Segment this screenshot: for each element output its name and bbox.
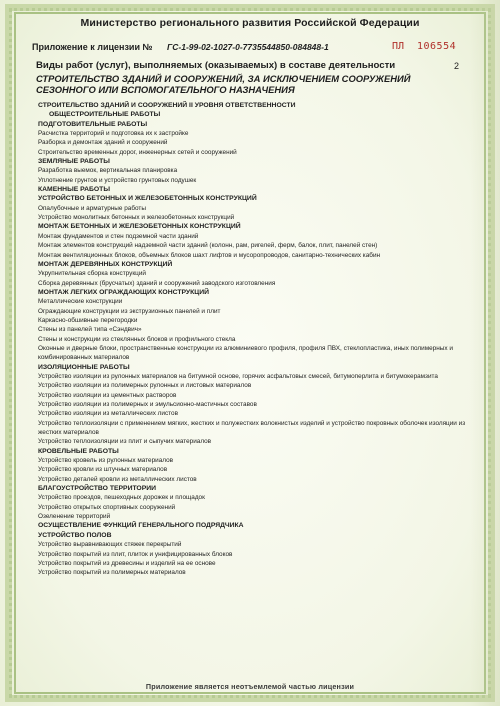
work-item: Устройство кровли из штучных материалов: [38, 466, 168, 474]
work-item: Устройство покрытий из плит, плиток и унифицированных блоков: [38, 550, 233, 558]
footer-note: Приложение является неотъемлемой частью лицензии: [145, 682, 355, 691]
section-heading: УСТРОЙСТВО БЕТОННЫХ И ЖЕЛЕЗОБЕТОННЫХ КОНСТРУКЦИЙ: [38, 195, 257, 203]
license-number: ГС-1-99-02-1027-0-7735544850-084848-1: [167, 42, 329, 52]
work-item: Устройство покрытий из древесины и изделий на ее основе: [38, 559, 216, 567]
work-item: Строительство временных дорог, инженерных сетей и сооружений: [38, 148, 237, 156]
section-heading: МОНТАЖ ЛЕГКИХ ОГРАЖДАЮЩИХ КОНСТРУКЦИЙ: [38, 288, 210, 296]
work-item: Устройство открытых спортивных сооружений: [38, 503, 176, 511]
works-heading: Виды работ (услуг), выполняемых (оказываемых) в составе деятельности: [36, 60, 396, 71]
work-item: Сборка деревянных (брусчатых) зданий и сооружений заводского изготовления: [38, 279, 276, 287]
work-item: Оконные и дверные блоки, пространственные конструкции из алюминиевого профиля, профиля ПВХ, стеклопластика, иных полимерных и комбинированных материалов: [38, 344, 453, 362]
work-item: Разборка и демонтаж зданий и сооружений: [38, 139, 168, 147]
section-heading: КАМЕННЫЕ РАБОТЫ: [38, 186, 110, 194]
section-heading: ОБЩЕСТРОИТЕЛЬНЫЕ РАБОТЫ: [49, 111, 161, 119]
work-item: Каркасно-обшивные перегородки: [38, 316, 138, 324]
work-item: Стены из панелей типа «Сэндвич»: [38, 326, 142, 334]
section-heading: УСТРОЙСТВО ПОЛОВ: [38, 531, 112, 539]
work-item: Устройство проездов, пешеходных дорожек и площадок: [38, 494, 205, 502]
work-item: Устройство изоляции из рулонных материалов на битумной основе, горячих асфальтовых смесей, битумоперлита и битумокерамзита: [38, 372, 438, 380]
blank-series: ПЛ: [392, 41, 405, 52]
section-heading: ОСУЩЕСТВЛЕНИЕ ФУНКЦИЙ ГЕНЕРАЛЬНОГО ПОДРЯДЧИКА: [38, 522, 244, 530]
work-item: Разработка выемок, вертикальная планировка: [38, 167, 178, 175]
appendix-line: [32, 42, 472, 56]
work-item: Устройство изоляции из полимерных рулонных и листовых материалов: [38, 382, 252, 390]
work-item: Монтаж фундаментов и стен подземной части зданий: [38, 232, 199, 240]
work-item: Устройство теплоизоляции из плит и сыпучих материалов: [38, 438, 212, 446]
blank-serial-number: 106554: [417, 41, 457, 52]
work-item: Монтаж вентиляционных блоков, объемных блоков шахт лифтов и мусоропроводов, санитарно-технических кабин: [38, 251, 381, 259]
work-item: Устройство изоляции из цементных растворов: [38, 391, 177, 399]
work-item: Устройство изоляции из металлических листов: [38, 410, 178, 418]
work-item: Укрупнительная сборка конструкций: [38, 270, 146, 278]
activity-title: СТРОИТЕЛЬСТВО ЗДАНИЙ И СООРУЖЕНИЙ, ЗА ИСКЛЮЧЕНИЕМ СООРУЖЕНИЙ СЕЗОННОГО ИЛИ ВСПОМОГАТЕЛЬНОГО НАЗНАЧЕНИЯ: [36, 73, 411, 95]
section-heading: ПОДГОТОВИТЕЛЬНЫЕ РАБОТЫ: [38, 120, 148, 128]
work-item: Монтаж элементов конструкций надземной части зданий (колонн, рам, ригелей, ферм, балок, плит, панелей стен): [38, 242, 378, 250]
section-heading: БЛАГОУСТРОЙСТВО ТЕРРИТОРИИ: [38, 485, 157, 493]
ministry-title: Министерство регионального развития Российской Федерации: [80, 17, 420, 29]
section-heading: ЗЕМЛЯНЫЕ РАБОТЫ: [38, 158, 110, 166]
work-item: Металлические конструкции: [38, 298, 123, 306]
page-number: 2: [454, 61, 460, 71]
work-item: Озеленение территорий: [38, 513, 111, 521]
work-item: Устройство покрытий из полимерных материалов: [38, 569, 186, 577]
section-heading: ИЗОЛЯЦИОННЫЕ РАБОТЫ: [38, 363, 130, 371]
work-item: Расчистка территорий и подготовка их к застройке: [38, 130, 189, 138]
work-item: Стены и конструкции из стеклянных блоков и профильного стекла: [38, 335, 236, 343]
works-list: [38, 101, 468, 578]
work-item: Устройство монолитных бетонных и железобетонных конструкций: [38, 214, 235, 222]
paper-shading: [470, 0, 500, 706]
work-item: Опалубочные и арматурные работы: [38, 204, 146, 212]
work-item: Устройство теплоизоляции с применением мягких, жестких и полужестких волокнистых изделий и устройство покровных оболочек изоляции из жестких материалов: [38, 419, 466, 437]
section-heading: СТРОИТЕЛЬСТВО ЗДАНИЙ И СООРУЖЕНИЙ II УРОВНЯ ОТВЕТСТВЕННОСТИ: [38, 102, 296, 109]
work-item: Уплотнение грунтов и устройство грунтовых подушек: [38, 176, 197, 184]
section-heading: МОНТАЖ БЕТОННЫХ И ЖЕЛЕЗОБЕТОННЫХ КОНСТРУКЦИЙ: [38, 223, 241, 231]
work-item: Устройство кровель из рулонных материалов: [38, 457, 174, 465]
section-heading: МОНТАЖ ДЕРЕВЯННЫХ КОНСТРУКЦИЙ: [38, 260, 173, 268]
work-item: Ограждающие конструкции из экструзионных панелей и плит: [38, 307, 221, 315]
work-item: Устройство изоляции из полимерных и эмульсионно-мастичных составов: [38, 401, 257, 408]
section-heading: КРОВЕЛЬНЫЕ РАБОТЫ: [38, 447, 119, 455]
work-item: Устройство выравнивающих стяжек перекрытий: [38, 541, 182, 549]
work-item: Устройство деталей кровли из металлических листов: [38, 475, 197, 483]
appendix-label: Приложение к лицензии №: [32, 42, 153, 52]
